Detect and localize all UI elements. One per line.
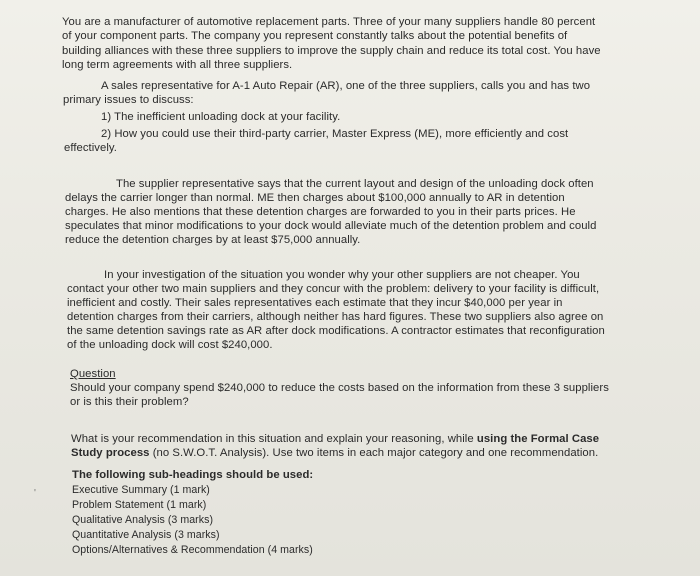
intro-line-2: of your component parts. The company you represent constantly talks about the potential benefits of bbox=[62, 30, 568, 42]
recommendation-line-1 bbox=[71, 432, 599, 446]
issue-item-1: 1) The inefficient unloading dock at your facility. bbox=[101, 111, 341, 123]
para2-line-3: charges. He also mentions that these detention charges are forwarded to you in their parts prices. He bbox=[65, 206, 576, 218]
para2-line-5: reduce the detention charges by at least $75,000 annually. bbox=[65, 234, 361, 246]
subheading-item: Quantitative Analysis (3 marks) bbox=[72, 529, 220, 541]
subheading-item: Executive Summary (1 mark) bbox=[72, 484, 210, 496]
para2-line-4: speculates that minor modifications to your dock would alleviate much of the detention problem and could bbox=[65, 220, 597, 232]
question-heading: Question bbox=[70, 368, 116, 380]
para3-line-5: the same detention savings rate as AR after dock modifications. A contractor estimates that reconfiguration bbox=[67, 325, 605, 337]
intro-line-1: You are a manufacturer of automotive replacement parts. Three of your many suppliers handle 80 percent bbox=[62, 16, 596, 28]
subheading-item: Qualitative Analysis (3 marks) bbox=[72, 514, 214, 526]
formal-case-emphasis: using the Formal Case bbox=[476, 433, 600, 445]
subheading-item: Problem Statement (1 mark) bbox=[72, 499, 207, 511]
intro-line-5: A sales representative for A-1 Auto Repair (AR), one of the three suppliers, calls you and has two bbox=[101, 80, 591, 92]
subheading-item: Options/Alternatives & Recommendation (4 marks) bbox=[72, 544, 313, 556]
recommendation-line-2 bbox=[71, 446, 598, 460]
para3-line-4: detention charges from their carriers, although neither has hard figures. These two suppliers also agree on bbox=[67, 311, 604, 323]
subheadings-intro: The following sub-headings should be used: bbox=[72, 469, 314, 481]
recommendation-text-2: (no S.W.O.T. Analysis). Use two items in each major category and one recommendation. bbox=[149, 447, 599, 459]
issue-item-2-cont: effectively. bbox=[64, 142, 117, 154]
para3-line-1: In your investigation of the situation you wonder why your other suppliers are not cheaper. You bbox=[104, 269, 580, 281]
intro-line-4: long term agreements with all three suppliers. bbox=[62, 59, 293, 71]
para2-line-2: delays the carrier longer than normal. ME then charges about $100,000 annually to AR in detention bbox=[65, 192, 565, 204]
para3-line-2: contact your other two main suppliers and they concur with the problem: delivery to your facility is difficult, bbox=[67, 283, 600, 295]
question-line-2: or is this their problem? bbox=[70, 396, 189, 408]
para3-line-3: inefficient and costly. Their sales representatives each estimate that they incur $40,000 per year in bbox=[67, 297, 563, 309]
para2-line-1: The supplier representative says that the current layout and design of the unloading dock often bbox=[116, 178, 594, 190]
question-line-1: Should your company spend $240,000 to reduce the costs based on the information from these 3 suppliers bbox=[70, 382, 609, 394]
margin-mark: ' bbox=[34, 488, 36, 499]
intro-line-6: primary issues to discuss: bbox=[63, 94, 194, 106]
para3-line-6: of the unloading dock will cost $240,000. bbox=[67, 339, 273, 351]
recommendation-text: What is your recommendation in this situation and explain your reasoning, while bbox=[71, 433, 477, 445]
study-process-emphasis: Study process bbox=[71, 447, 150, 459]
intro-line-3: building alliances with these three suppliers to improve the supply chain and reduce its total cost. You have bbox=[62, 45, 601, 57]
issue-item-2: 2) How you could use their third-party carrier, Master Express (ME), more efficiently and cost bbox=[101, 128, 569, 140]
